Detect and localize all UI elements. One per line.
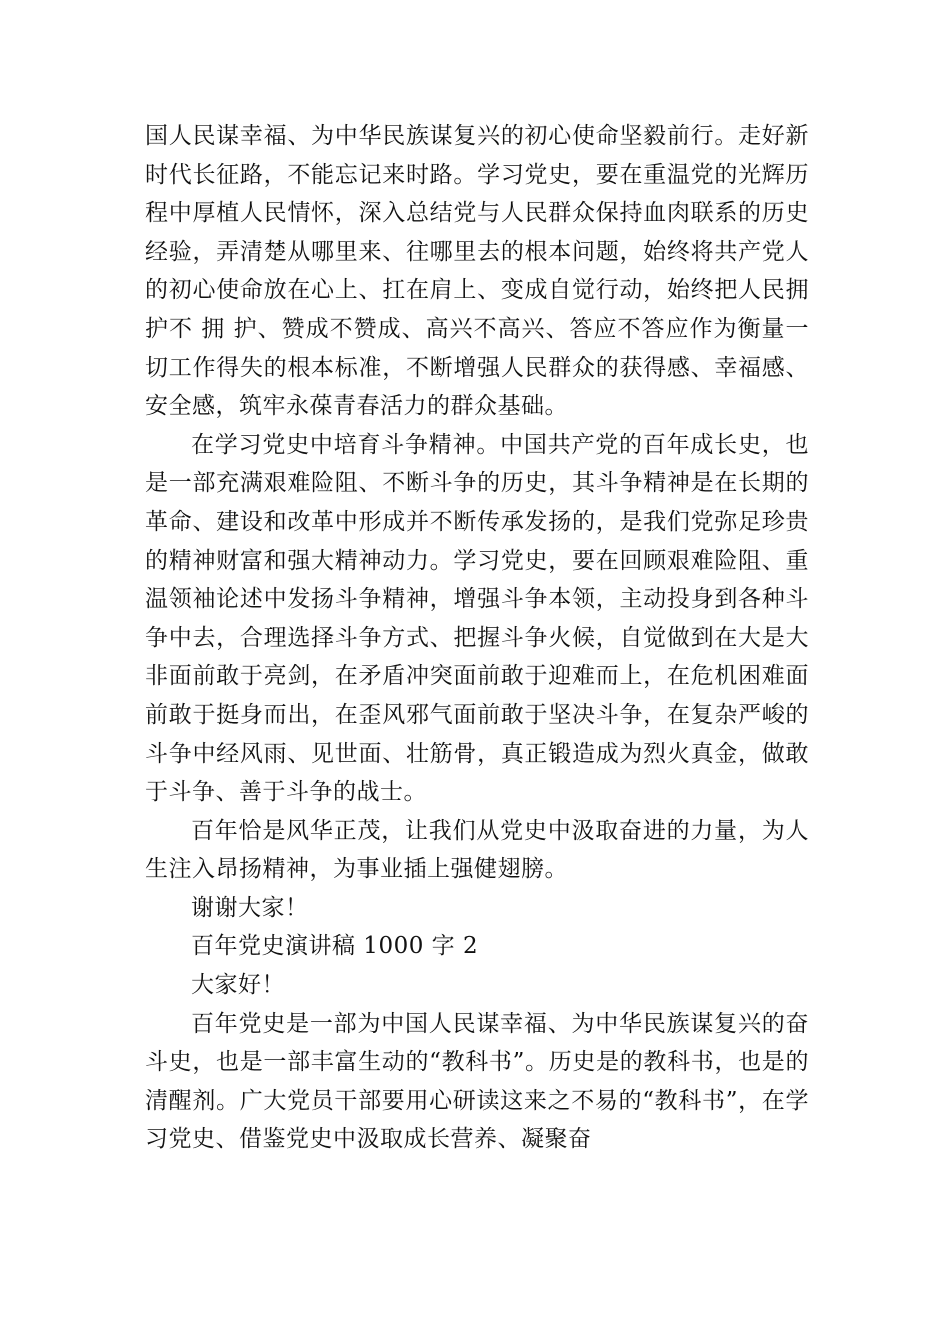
- paragraph-1: 国人民谋幸福、为中华民族谋复兴的初心使命坚毅前行。走好新时代长征路，不能忘记来时路。学习党史，要在重温党的光辉历程中厚植人民情怀，深入总结党与人民群众保持血肉联系的历史经验，弄清楚从哪里来、往哪里去的根本问题，始终将共产党人的初心使命放在心上、扛在肩上、变成自觉行动，始终把人民拥护不 拥 护、赞成不赞成、高兴不高兴、答应不答应作为衡量一切工作得失的根本标准，不断增强人民群众的获得感、幸福感、安全感，筑牢永葆青春活力的群众基础。: [145, 123, 809, 420]
- paragraph-3: 百年恰是风华正茂，让我们从党史中汲取奋进的力量，为人生注入昂扬精神，为事业插上强健翅膀。: [145, 817, 809, 883]
- paragraph-6: 大家好！: [191, 972, 285, 999]
- paragraph-2: 在学习党史中培育斗争精神。中国共产党的百年成长史，也是一部充满艰难险阻、不断斗争的历史，其斗争精神是在长期的革命、建设和改革中形成并不断传承发扬的，是我们党弥足珍贵的精神财富和强大精神动力。学习党史，要在回顾艰难险阻、重温领袖论述中发扬斗争精神，增强斗争本领，主动投身到各种斗争中去，合理选择斗争方式、把握斗争火候，自觉做到在大是大非面前敢于亮剑，在矛盾冲突面前敢于迎难而上，在危机困难面前敢于挺身而出，在歪风邪气面前敢于坚决斗争，在复杂严峻的斗争中经风雨、见世面、壮筋骨，真正锻造成为烈火真金，做敢于斗争、善于斗争的战士。: [145, 431, 809, 806]
- document-body: [145, 117, 809, 1159]
- paragraph-7: 百年党史是一部为中国人民谋幸福、为中华民族谋复兴的奋斗史，也是一部丰富生动的“教科书”。历史是的教科书，也是的清醒剂。广大党员干部要用心研读这来之不易的“教科书”，在学习党史、借鉴党史中汲取成长营养、凝聚奋: [145, 1010, 809, 1153]
- paragraph-4: 谢谢大家！: [191, 894, 309, 921]
- paragraph-5-heading: 百年党史演讲稿 1000 字 2: [191, 933, 479, 960]
